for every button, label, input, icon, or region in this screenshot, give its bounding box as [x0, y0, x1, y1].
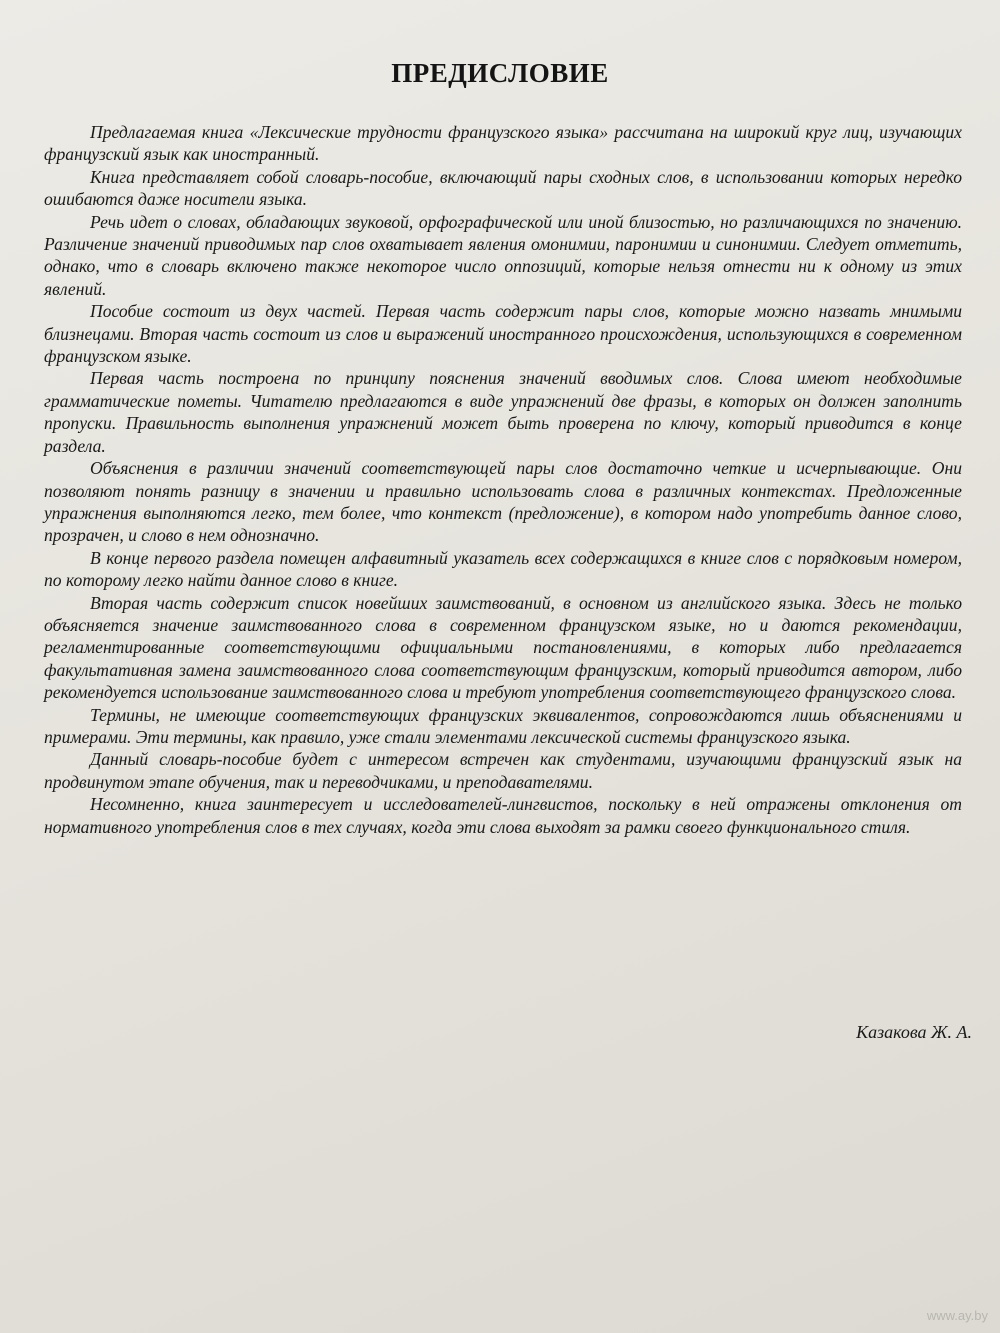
paragraph: Книга представляет собой словарь-пособие, включающий пары сходных слов, в использовании которых нередко ошибаются даже носители языка. — [44, 166, 962, 210]
paragraph: Объяснения в различии значений соответствующей пары слов достаточно четкие и исчерпывающие. Они позволяют понять разницу в значении и правильно использовать слова в различных контекстах. Предложенные упражнения выполняются легко, тем более, что контекст (предложение), в котором надо употребить данное слово, прозрачен, и слово в нем однозначно. — [44, 458, 962, 546]
paragraph: Предлагаемая книга «Лексические трудности французского языка» рассчитана на широкий круг лиц, изучающих французский язык как иностранный. — [44, 122, 962, 165]
paragraph: В конце первого раздела помещен алфавитный указатель всех содержащихся в книге слов с порядковым номером, по которому легко найти данное слово в книге. — [44, 547, 962, 591]
paragraph: Первая часть построена по принципу пояснения значений вводимых слов. Слова имеют необходимые грамматические пометы. Читателю предлагаются в виде упражнений две фразы, в которых он должен заполнить пропуски. Правильность выполнения упражнений может быть проверена по ключу, который приводится в конце раздела. — [44, 368, 962, 456]
page-title: ПРЕДИСЛОВИЕ — [391, 58, 609, 88]
paragraph: Пособие состоит из двух частей. Первая часть содержит пары слов, которые можно назвать мнимыми близнецами. Вторая часть состоит из слов и выражений иностранного происхождения, использующихся в современном французском языке. — [44, 301, 962, 367]
author-signature: Казакова Ж. А. — [856, 1022, 972, 1042]
watermark: www.ay.by — [926, 1308, 988, 1323]
paragraph: Речь идет о словах, обладающих звуковой, орфографической или иной близостью, но различающихся по значению. Различение значений приводимых пар слов охватывает явления омонимии, паронимии и синонимии. Следует отметить, однако, что в словарь включено также некоторое число оппозиций, которые нельзя отнести ни к одному из этих явлений. — [44, 211, 962, 299]
preface-body — [44, 121, 962, 838]
paragraph: Данный словарь-пособие будет с интересом встречен как студентами, изучающими французский язык на продвинутом этапе обучения, так и переводчиками, и преподавателями. — [44, 749, 962, 792]
paragraph: Вторая часть содержит список новейших заимствований, в основном из английского языка. Здесь не только объясняется значение заимствованного слова в современном французском языке, но и даются рекомендации, регламентированные соответствующими официальными постановлениями, в которых либо предлагается факультативная замена заимствованного слова соответствующим французским, который приводится автором, либо рекомендуется использование заимствованного слова и требуют употребления соответствующего французского слова. — [44, 592, 962, 703]
paragraph: Термины, не имеющие соответствующих французских эквивалентов, сопровождаются лишь объяснениями и примерами. Эти термины, как правило, уже стали элементами лексической системы французского языка. — [44, 704, 962, 747]
paragraph: Несомненно, книга заинтересует и исследователей-лингвистов, поскольку в ней отражены отклонения от нормативного употребления слов в тех случаях, когда эти слова выходят за рамки своего функционального стиля. — [44, 794, 962, 837]
